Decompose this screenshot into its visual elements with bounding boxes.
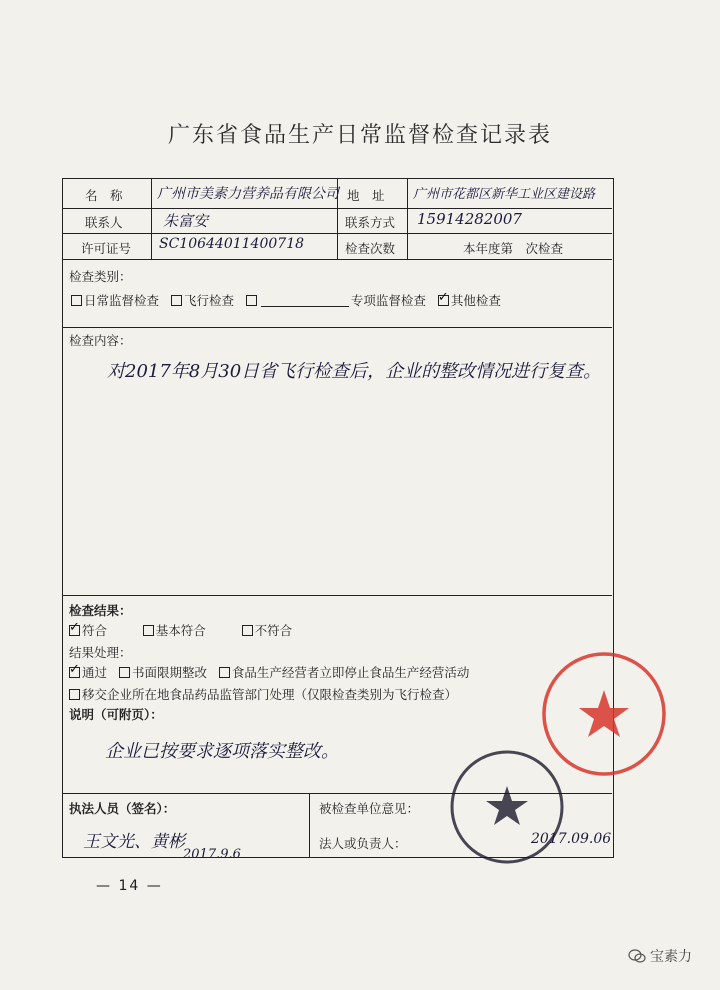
address-value: 广州市花都区新华工业区建设路	[413, 187, 596, 202]
watermark-text: 宝素力	[650, 949, 692, 965]
stop-label: 食品生产经营者立即停止食品生产经营活动	[231, 665, 470, 680]
checkbox-basic[interactable]	[143, 625, 154, 636]
other-label: 其他检查	[450, 293, 501, 308]
row-divider	[63, 259, 612, 260]
count-value: 本年度第 次检查	[463, 241, 564, 256]
inspector-label: 执法人员（签名）：	[69, 801, 176, 816]
col-divider	[309, 793, 310, 857]
license-label: 许可证号	[81, 241, 132, 256]
special-blank	[261, 294, 349, 307]
name-label: 名 称	[85, 188, 123, 203]
license-value: SC10644011400718	[159, 236, 305, 252]
category-heading: 检查类别：	[69, 269, 132, 284]
checkbox-daily[interactable]	[71, 295, 82, 306]
note-heading: 说明（可附页）：	[69, 707, 163, 722]
phone-label: 联系方式	[345, 215, 396, 230]
handling-options	[69, 663, 469, 681]
checkbox-pass[interactable]	[69, 667, 80, 678]
special-label: 专项监督检查	[350, 293, 426, 308]
address-label: 地 址	[347, 188, 385, 203]
row-divider	[63, 327, 612, 328]
flight-label: 飞行检查	[183, 293, 234, 308]
checkbox-other[interactable]	[438, 295, 449, 306]
inspector-signature: 王文光、黄彬	[83, 832, 185, 852]
company-seal-dark	[448, 748, 566, 866]
handling-heading: 结果处理：	[69, 645, 132, 660]
pass-label: 通过	[82, 665, 108, 680]
watermark	[628, 946, 692, 966]
unit-opinion-label: 被检查单位意见：	[319, 801, 420, 816]
content-heading: 检查内容：	[69, 333, 132, 348]
phone-value: 15914282007	[417, 210, 522, 228]
legal-person-label: 法人或负责人：	[319, 836, 407, 851]
seal-dark-icon	[448, 748, 566, 866]
contact-label: 联系人	[85, 215, 123, 230]
category-options	[71, 291, 501, 309]
checkbox-conform[interactable]	[69, 625, 80, 636]
row-divider	[63, 595, 612, 596]
content-text: 对2017年8月30日省飞行检查后，企业的整改情况进行复查。	[107, 361, 602, 382]
name-value: 广州市美素力营养品有限公司	[157, 186, 339, 202]
col-divider	[151, 179, 152, 259]
nonconform-label: 不符合	[254, 623, 293, 638]
basic-label: 基本符合	[155, 623, 206, 638]
handling-transfer	[69, 685, 457, 703]
checkbox-nonconform[interactable]	[242, 625, 253, 636]
contact-value: 朱富安	[163, 212, 209, 230]
checkbox-rectify[interactable]	[119, 667, 130, 678]
transfer-label: 移交企业所在地食品药品监管部门处理（仅限检查类别为飞行检查）	[82, 687, 458, 702]
checkbox-transfer[interactable]	[69, 689, 80, 700]
page-number: — 14 —	[96, 878, 163, 894]
col-divider	[407, 179, 408, 259]
legal-date: 2017.09.06	[531, 831, 612, 847]
result-heading: 检查结果：	[69, 603, 132, 618]
checkbox-stop[interactable]	[219, 667, 230, 678]
conform-label: 符合	[82, 623, 108, 638]
daily-label: 日常监督检查	[84, 293, 160, 308]
checkbox-special[interactable]	[246, 295, 257, 306]
wechat-icon	[628, 949, 646, 963]
rectify-label: 书面限期整改	[131, 665, 207, 680]
form-title: 广东省食品生产日常监督检查记录表	[167, 123, 552, 148]
count-label: 检查次数	[345, 241, 396, 256]
inspector-date: 2017.9.6	[183, 847, 241, 862]
checkbox-flight[interactable]	[171, 295, 182, 306]
result-options	[69, 621, 292, 639]
note-text: 企业已按要求逐项落实整改。	[105, 741, 339, 762]
